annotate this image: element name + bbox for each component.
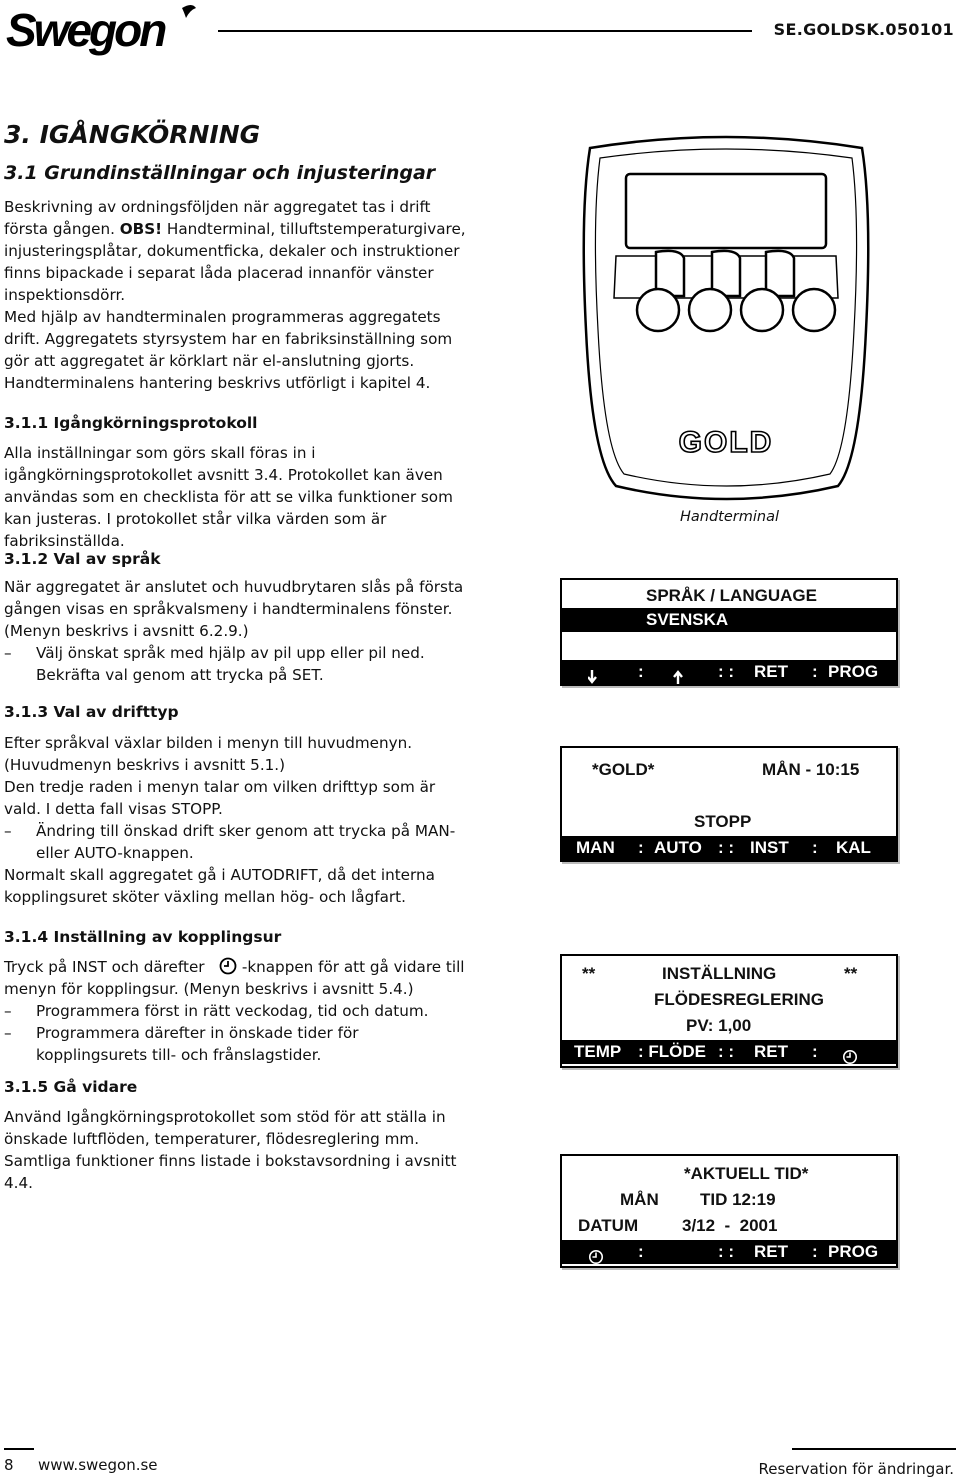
lcd-language-prog: PROG [828,662,879,681]
lcd-main-datetime: MÅN - 10:15 [762,760,860,779]
swegon-logo [4,2,200,58]
lcd-time-menu [560,1154,898,1268]
lcd-main-sep2: : : [718,838,735,857]
footer-rule-right [792,1448,956,1450]
lcd-setting-flode: : FLÖDE [638,1042,706,1061]
section-3-1-2-title: 3.1.2 Val av språk [4,550,161,568]
section-3-1-4-dash2: – Programmera därefter in önskade tider för kopplingsurets till- och frånslagstider. [4,1022,474,1066]
section-3-1-2-dash1: – Välj önskat språk med hjälp av pil upp eller pil ned. Bekräfta val genom att trycka på SET. [4,642,474,686]
obs-label: OBS! [119,220,163,238]
handterminal-illustration [576,130,876,508]
section-3-1-3-title: 3.1.3 Val av drifttyp [4,703,179,721]
section-3-1-4-title: 3.1.4 Inställning av kopplingsur [4,928,282,946]
chapter-heading: 3. IGÅNGKÖRNING [4,120,261,149]
lcd-main-sep1: : [638,838,644,857]
page-number: 8 [4,1456,14,1474]
device-brand-text: GOLD [678,426,774,459]
lcd-setting-stars-right: ** [844,964,858,983]
lcd-time-sep2: : : [718,1242,735,1261]
lcd-time-prog: PROG [828,1242,879,1261]
lcd-time-time: TID 12:19 [700,1190,776,1209]
section-3-1-1-para: Alla inställningar som görs skall föras in i igångkörningsprotokollet avsnitt 3.4. Protokollet kan även användas som en checklista för att se vilka funktioner som kan justeras. I protokollet står vilka värden som är fabriksinställda. [4,444,453,550]
clock-icon [842,1044,858,1068]
lcd-time-day: MÅN [620,1190,659,1209]
lcd-setting-line3: PV: 1,00 [686,1016,752,1035]
lcd-setting-stars-left: ** [582,964,596,983]
lcd-setting-sep2: : : [718,1042,735,1061]
lcd-main-inst: INST [750,838,789,857]
section-3-1-3-para2: Den tredje raden i menyn talar om vilken drifttyp som är vald. I detta fall visas STOPP. [4,778,436,818]
lcd-time-date-value: 3/12 - 2001 [682,1216,778,1235]
section-3-1-4-text [4,956,474,1066]
clock-icon [219,957,237,975]
section-3-1-5-para: Använd Igångkörningsprotokollet som stöd för att ställa in önskade luftflöden, temperaturer, flödesreglering mm. Samtliga funktioner finns listade i bokstavsordning i avsnitt 4.4. [4,1108,457,1192]
lcd-language-selected: SVENSKA [646,610,729,629]
document-code: SE.GOLDSK.050101 [773,20,954,39]
lcd-language-sep1: : [638,662,644,681]
lcd-main-menu [560,746,898,862]
handterminal-caption: Handterminal [680,509,780,525]
clock-icon [588,1244,604,1268]
section-3-1-1-text [4,442,474,552]
arrow-down-icon [588,664,604,688]
section-3-1-5-title: 3.1.5 Gå vidare [4,1078,138,1096]
lcd-main-man: MAN [576,838,615,857]
lcd-main-title: *GOLD* [592,760,655,779]
footer-rule-left [4,1448,34,1450]
section-3-1-3-dash1: – Ändring till önskad drift sker genom att trycka på MAN- eller AUTO-knappen. [4,820,474,864]
section-3-1-4-para-a: Tryck på INST och därefter [4,958,205,976]
section-3-1-3-text [4,732,474,908]
lcd-language-line1: SPRÅK / LANGUAGE [646,586,817,605]
website-link[interactable]: www.swegon.se [38,1456,158,1474]
section-3-1-3-para1: Efter språkval växlar bilden i menyn till huvudmenyn. (Huvudmenyn beskrivs i avsnitt 5.1.) [4,734,413,774]
section-3-1-3-para3: Normalt skall aggregatet gå i AUTODRIFT, då det interna kopplingsuret sköter växling mellan hög- och lågfart. [4,866,435,906]
section-3-1-para1: Beskrivning av ordningsföljden när aggregatet tas i drift första gången. [4,198,431,238]
section-3-1-4-dash1: – Programmera först in rätt veckodag, tid och datum. [4,1000,474,1022]
lcd-main-auto: AUTO [654,838,702,857]
section-3-1-1-title: 3.1.1 Igångkörningsprotokoll [4,414,258,432]
lcd-setting-temp: TEMP [574,1042,622,1061]
lcd-time-sep1: : [638,1242,644,1261]
reservation-note: Reservation för ändringar. [758,1460,954,1478]
svg-text:Swegon: Swegon [6,4,165,56]
section-3-1-4-para-b: -knappen för att gå vidare till menyn för kopplingsur. (Menyn beskrivs i avsnitt 5.4.) [4,958,465,998]
lcd-setting-ret: RET [754,1042,788,1061]
arrow-up-icon [670,664,686,688]
lcd-language-sep2: : : [718,662,735,681]
lcd-language-menu [560,578,898,686]
lcd-main-sep3: : [812,838,818,857]
section-3-1-2-text [4,576,474,686]
lcd-language-ret: RET [754,662,788,681]
lcd-time-sep3: : [812,1242,818,1261]
lcd-setting-line2: FLÖDESREGLERING [654,990,825,1009]
lcd-setting-menu [560,954,898,1068]
section-3-1-para1b: Handterminal, tilluftstemperaturgivare, injusteringsplåtar, dokumentficka, dekaler och instruktioner finns bipackade i separat låda placerad innanför vänster inspektionsdörr. [4,220,466,304]
lcd-main-mode: STOPP [694,812,752,831]
section-3-1-2-para: När aggregatet är anslutet och huvudbrytaren slås på första gången visas en språkvalsmeny i handterminalens fönster. (Menyn beskrivs i avsnitt 6.2.9.) [4,578,464,640]
lcd-time-title: *AKTUELL TID* [684,1164,809,1183]
section-3-1-5-text [4,1106,474,1194]
lcd-time-ret: RET [754,1242,788,1261]
section-3-1-title: 3.1 Grundinställningar och injusteringar [4,162,436,184]
section-3-1-para2: Med hjälp av handterminalen programmeras aggregatets drift. Aggregatets styrsystem har en fabriksinställning som gör att aggregatet är körklart när el-anslutning gjorts. Handterminalens hantering beskrivs utförligt i kapitel 4. [4,308,453,392]
lcd-time-date-label: DATUM [578,1216,639,1235]
header-rule [218,30,752,32]
lcd-setting-sep3: : [812,1042,818,1061]
lcd-main-kal: KAL [836,838,871,857]
lcd-language-sep3: : [812,662,818,681]
lcd-setting-title: INSTÄLLNING [662,964,777,983]
section-3-1-text [4,196,474,394]
